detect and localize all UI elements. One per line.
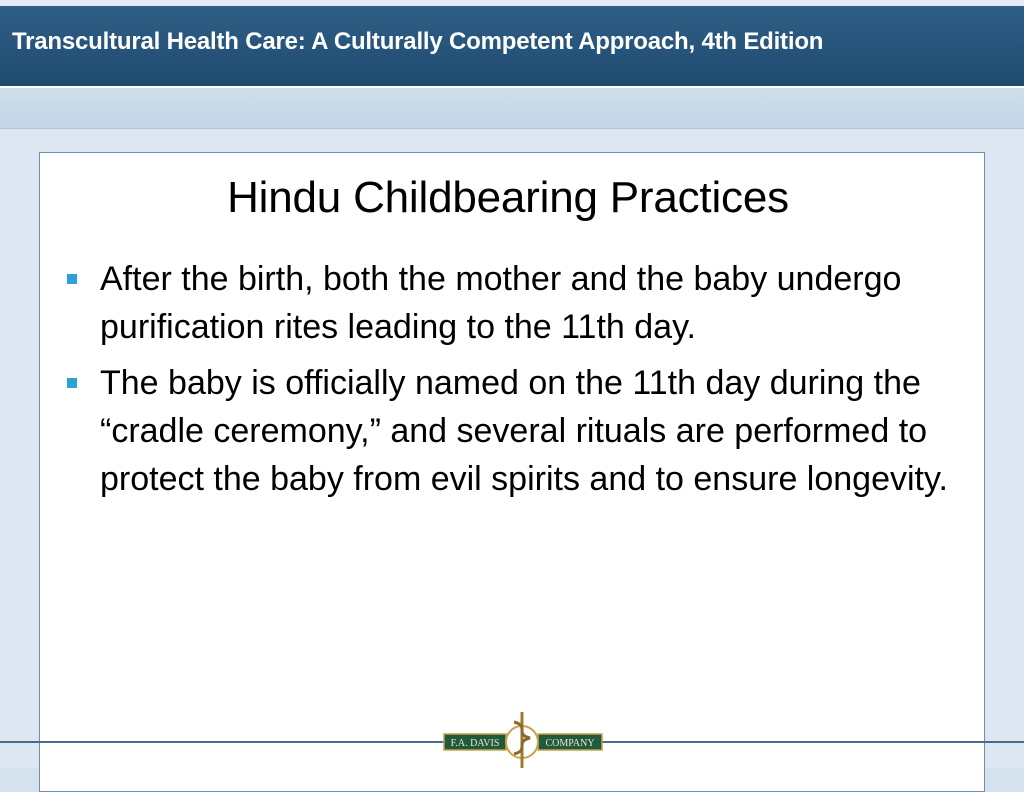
logo-right-text: COMPANY bbox=[545, 738, 595, 749]
bullet-list bbox=[62, 255, 982, 511]
slide-title: Hindu Childbearing Practices bbox=[227, 173, 789, 222]
square-bullet-icon bbox=[67, 274, 77, 284]
header-banner bbox=[0, 6, 1024, 88]
bullet-text: After the birth, both the mother and the baby undergo purification rites leading to the 11th day. bbox=[100, 260, 902, 346]
presentation-title: Transcultural Health Care: A Culturally Competent Approach, 4th Edition bbox=[12, 28, 824, 55]
logo-left-text: F.A. DAVIS bbox=[450, 738, 500, 749]
header-sub-band bbox=[0, 88, 1024, 129]
slide-panel bbox=[39, 152, 985, 792]
bullet-item bbox=[62, 255, 982, 351]
bullet-text: The baby is officially named on the 11th day during the “cradle ceremony,” and several rituals are performed to protect the baby from evil spirits and to ensure longevity. bbox=[100, 364, 948, 498]
square-bullet-icon bbox=[67, 378, 77, 388]
bullet-item bbox=[62, 359, 982, 503]
fa-davis-logo bbox=[440, 708, 606, 768]
